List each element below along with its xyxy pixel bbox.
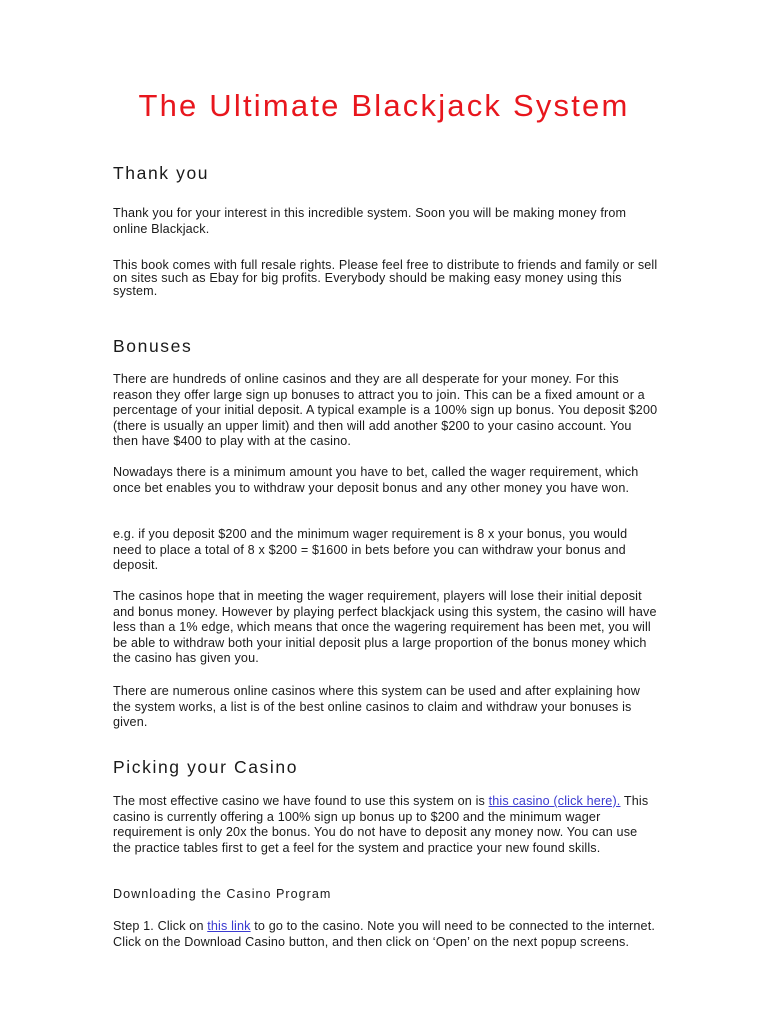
document-title: The Ultimate Blackjack System <box>138 88 630 123</box>
step-1-text-after-link: to go to the casino. Note you will need to be connected to the internet. Click on the Download Casino button, and then click on ‘Open’ on the next popup screens. <box>113 919 656 949</box>
this-casino-link[interactable]: this casino (click here). <box>488 794 621 808</box>
picking-paragraph-1 <box>113 794 658 856</box>
bonuses-paragraph-4: The casinos hope that in meeting the wager requirement, players will lose their initial deposit and bonus money. However by playing perfect blackjack using this system, the casino will have less than a 1% edge, which means that once the wagering requirement has been met, you will be able to withdraw both your initial deposit plus a large proportion of the bonus money which the casino has given you. <box>113 589 657 665</box>
bonuses-paragraph-1: There are hundreds of online casinos and they are all desperate for your money. For this reason they offer large sign up bonuses to attract you to join. This can be a fixed amount or a percentage of your initial deposit. A typical example is a 100% sign up bonus. You deposit $200 (there is usually an upper limit) and then will add another $200 to your casino account. You then have $400 to play with at the casino. <box>113 372 658 448</box>
bonuses-paragraph-3: e.g. if you deposit $200 and the minimum wager requirement is 8 x your bonus, you would need to place a total of 8 x $200 = $1600 in bets before you can withdraw your bonus and deposit. <box>113 527 628 572</box>
bonuses-paragraph-5: There are numerous online casinos where this system can be used and after explaining how the system works, a list is of the best online casinos to claim and withdraw your bonuses is given. <box>113 684 641 729</box>
picking-text-after-link: This casino is currently offering a 100% sign up bonus up to $200 and the minimum wager requirement is only 20x the bonus. You do not have to deposit any money now. You can use the practice tables first to get a feel for the system and practice your new found skills. <box>113 794 649 855</box>
section-heading-picking-casino: Picking your Casino <box>113 757 299 777</box>
step-1-paragraph <box>113 919 658 950</box>
step-1-text-before-link: Step 1. Click on <box>113 919 208 933</box>
bonuses-paragraph-2: Nowadays there is a minimum amount you have to bet, called the wager requirement, which once bet enables you to withdraw your deposit bonus and any other money you have won. <box>113 465 639 495</box>
thank-you-paragraph-2: This book comes with full resale rights. Please feel free to distribute to friends and family or sell on sites such as Ebay for big profits. Everybody should be making easy money using this system. <box>113 258 658 298</box>
this-link[interactable]: this link <box>207 919 251 933</box>
thank-you-paragraph-1: Thank you for your interest in this incredible system. Soon you will be making money from online Blackjack. <box>113 206 627 236</box>
section-heading-bonuses: Bonuses <box>113 336 193 356</box>
picking-text-before-link: The most effective casino we have found to use this system on is <box>113 794 489 808</box>
downloading-subheading: Downloading the Casino Program <box>113 887 332 901</box>
section-heading-thank-you: Thank you <box>113 163 210 183</box>
